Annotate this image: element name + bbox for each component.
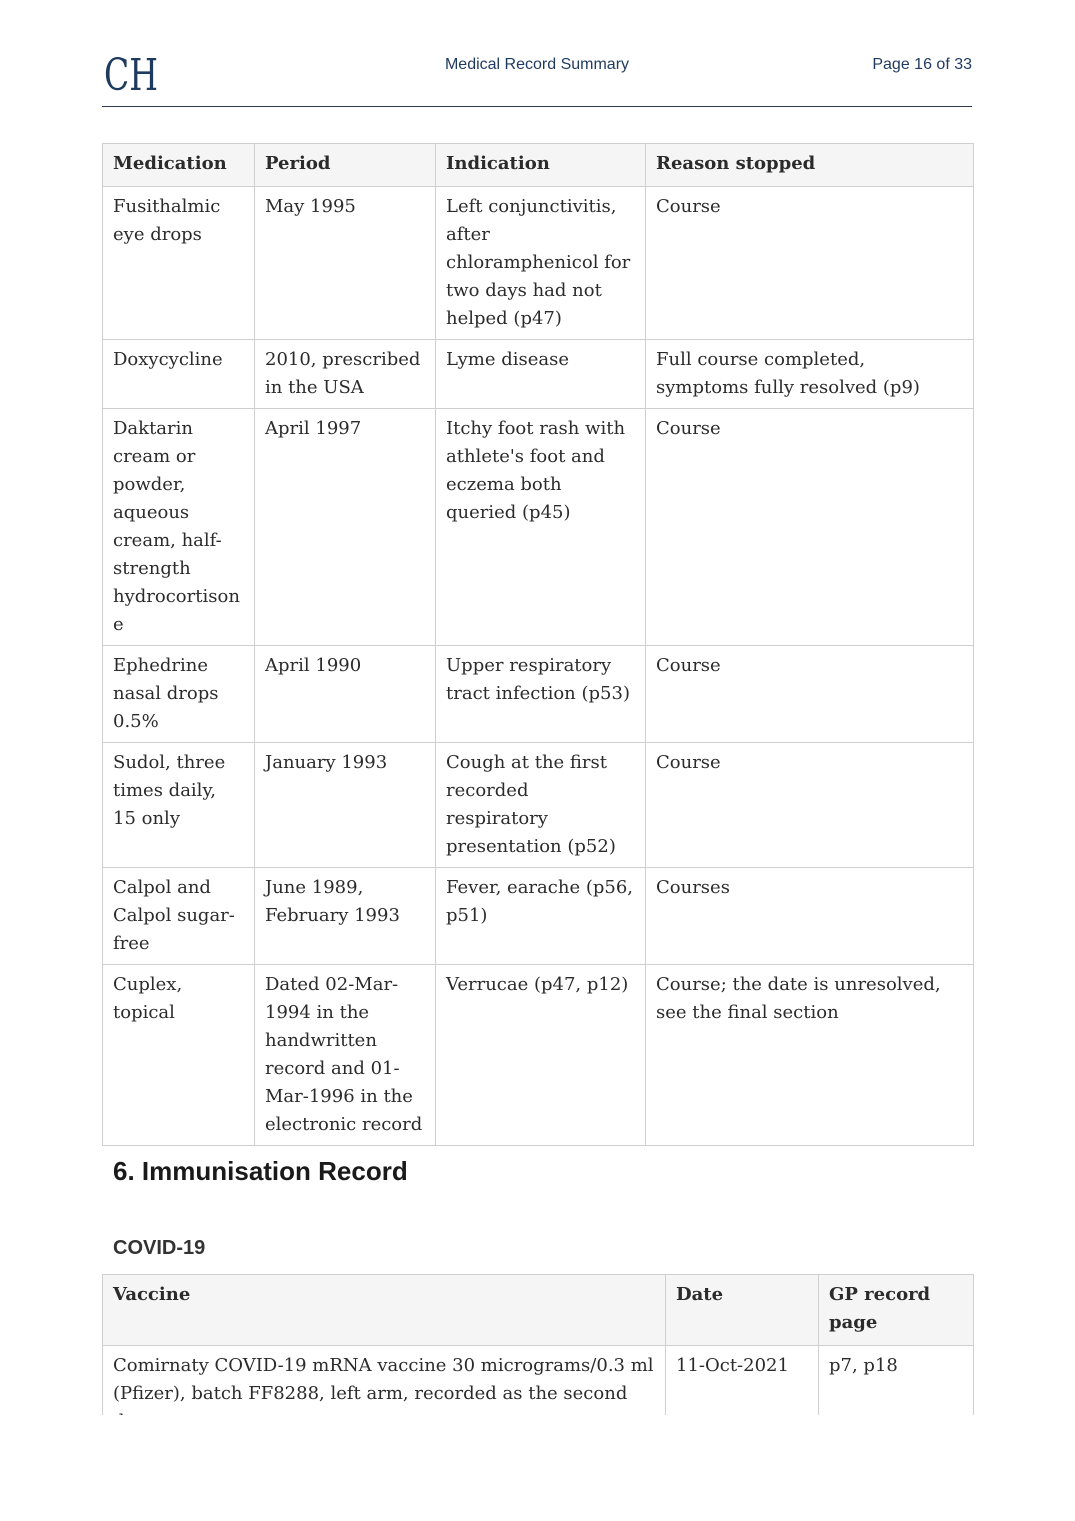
reason-cell: Course <box>646 187 974 340</box>
medication-cell: Fusithalmic eye drops <box>103 187 255 340</box>
period-cell: April 1997 <box>255 409 436 646</box>
indication-cell: Lyme disease <box>436 340 646 409</box>
column-header-gp-record-page: GP record page <box>819 1275 974 1346</box>
period-cell: Dated 02-Mar-1994 in the handwritten record and 01-Mar-1996 in the electronic record <box>255 965 436 1146</box>
reason-cell: Full course completed, symptoms fully resolved (p9) <box>646 340 974 409</box>
reason-cell: Course <box>646 409 974 646</box>
vaccine-cell: Comirnaty COVID-19 mRNA vaccine 30 micrograms/0.3 ml (Pfizer), batch FF8288, left arm, recorded as the second <box>103 1346 666 1443</box>
period-cell: April 1990 <box>255 646 436 743</box>
column-header-medication: Medication <box>103 144 255 187</box>
column-header-indication: Indication <box>436 144 646 187</box>
indication-cell: Upper respiratory tract infection (p53) <box>436 646 646 743</box>
indication-cell: Cough at the first recorded respiratory presentation (p52) <box>436 743 646 868</box>
medication-cell: Daktarin cream or powder, aqueous cream, half-strength hydrocortisone <box>103 409 255 646</box>
column-header-vaccine: Vaccine <box>103 1275 666 1346</box>
period-cell: May 1995 <box>255 187 436 340</box>
reason-cell: Course <box>646 743 974 868</box>
table-row <box>103 868 974 965</box>
reason-cell: Course; the date is unresolved, see the final section <box>646 965 974 1146</box>
indication-cell: Left conjunctivitis, after chloramphenicol for two days had not helped (p47) <box>436 187 646 340</box>
column-header-reason-stopped: Reason stopped <box>646 144 974 187</box>
section-heading-immunisation: 6. Immunisation Record <box>113 1156 408 1186</box>
page-bottom-margin <box>0 1415 1075 1521</box>
table-row <box>103 187 974 340</box>
table-header-row <box>103 144 974 187</box>
column-header-date: Date <box>666 1275 819 1346</box>
indication-cell: Verrucae (p47, p12) <box>436 965 646 1146</box>
column-header-period: Period <box>255 144 436 187</box>
table-header-row <box>103 1275 974 1346</box>
period-cell: June 1989, February 1993 <box>255 868 436 965</box>
logo-text: CH <box>104 50 158 101</box>
medication-table <box>102 143 974 1146</box>
indication-cell: Itchy foot rash with athlete's foot and eczema both queried (p45) <box>436 409 646 646</box>
table-row <box>103 340 974 409</box>
medication-cell: Calpol and Calpol sugar-free <box>103 868 255 965</box>
document-title: Medical Record Summary <box>444 56 630 73</box>
table-row <box>103 409 974 646</box>
date-cell: 11-Oct-2021 <box>666 1346 819 1443</box>
medication-cell: Sudol, three times daily, 15 only <box>103 743 255 868</box>
page-number: Page 16 of 33 <box>872 56 972 73</box>
indication-cell: Fever, earache (p56, p51) <box>436 868 646 965</box>
table-row <box>103 743 974 868</box>
gp-page-cell: p7, p18 <box>819 1346 974 1443</box>
period-cell: January 1993 <box>255 743 436 868</box>
reason-cell: Courses <box>646 868 974 965</box>
medication-cell: Doxycycline <box>103 340 255 409</box>
page-header <box>102 44 972 107</box>
period-cell: 2010, prescribed in the USA <box>255 340 436 409</box>
medication-cell: Ephedrine nasal drops 0.5% <box>103 646 255 743</box>
table-row <box>103 646 974 743</box>
subheading-covid-19: COVID-19 <box>113 1237 206 1259</box>
reason-cell: Course <box>646 646 974 743</box>
table-row <box>103 965 974 1146</box>
medication-cell: Cuplex, topical <box>103 965 255 1146</box>
